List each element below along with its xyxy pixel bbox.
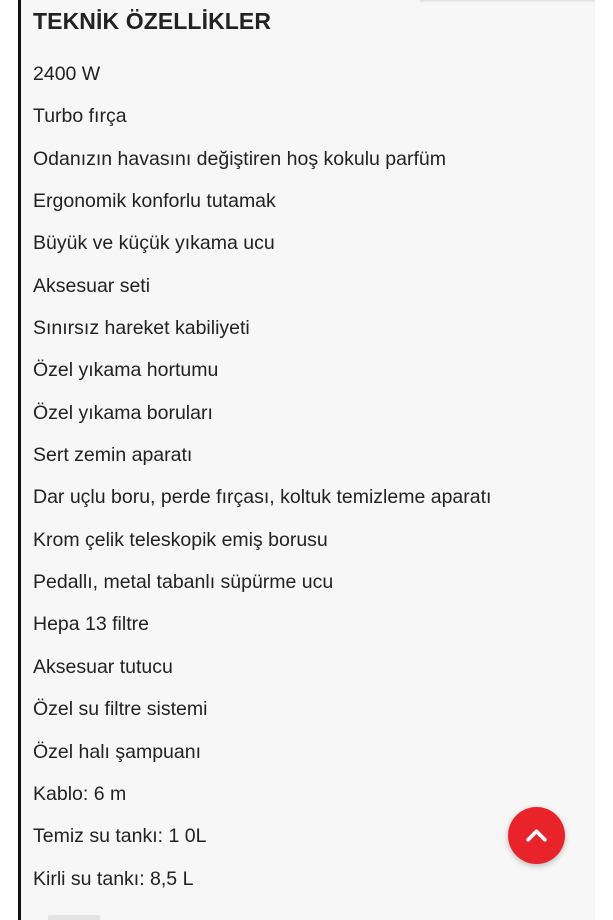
header-shadow bbox=[420, 0, 595, 3]
spec-list bbox=[33, 56, 491, 903]
spec-item: Özel yıkama hortumu bbox=[33, 359, 219, 382]
spec-item: Aksesuar seti bbox=[33, 274, 151, 297]
left-border-line bbox=[18, 0, 21, 920]
spec-item: Temiz su tankı: 1 0L bbox=[33, 825, 207, 848]
spec-item: Özel su filtre sistemi bbox=[33, 698, 208, 721]
spec-item: Krom çelik teleskopik emiş borusu bbox=[33, 528, 328, 551]
spec-item: Özel yıkama boruları bbox=[33, 401, 213, 424]
spec-item: Dar uçlu boru, perde fırçası, koltuk temizleme aparatı bbox=[33, 486, 492, 509]
spec-item: Aksesuar tutucu bbox=[33, 655, 173, 678]
section-title: TEKNİK ÖZELLİKLER bbox=[33, 8, 272, 34]
chevron-up-icon bbox=[524, 823, 549, 848]
spec-item: Odanızın havasını değiştiren hoş kokulu parfüm bbox=[33, 147, 446, 170]
spec-item: Kablo: 6 m bbox=[33, 782, 127, 805]
right-margin bbox=[595, 0, 613, 920]
spec-item: Hepa 13 filtre bbox=[33, 613, 149, 636]
spec-item: Kirli su tankı: 8,5 L bbox=[33, 867, 194, 890]
spec-item: Ergonomik konforlu tutamak bbox=[33, 190, 276, 213]
spec-item: Sınırsız hareket kabiliyeti bbox=[33, 317, 250, 340]
spec-item: Pedallı, metal tabanlı süpürme ucu bbox=[33, 571, 334, 594]
scroll-to-top-button[interactable] bbox=[508, 807, 565, 864]
bottom-edge-tab bbox=[48, 915, 100, 920]
spec-item: Özel halı şampuanı bbox=[33, 740, 202, 763]
spec-item: 2400 W bbox=[33, 63, 101, 85]
spec-item: Sert zemin aparatı bbox=[33, 444, 193, 467]
spec-item: Büyük ve küçük yıkama ucu bbox=[33, 232, 275, 255]
spec-item: Turbo fırça bbox=[33, 105, 127, 128]
